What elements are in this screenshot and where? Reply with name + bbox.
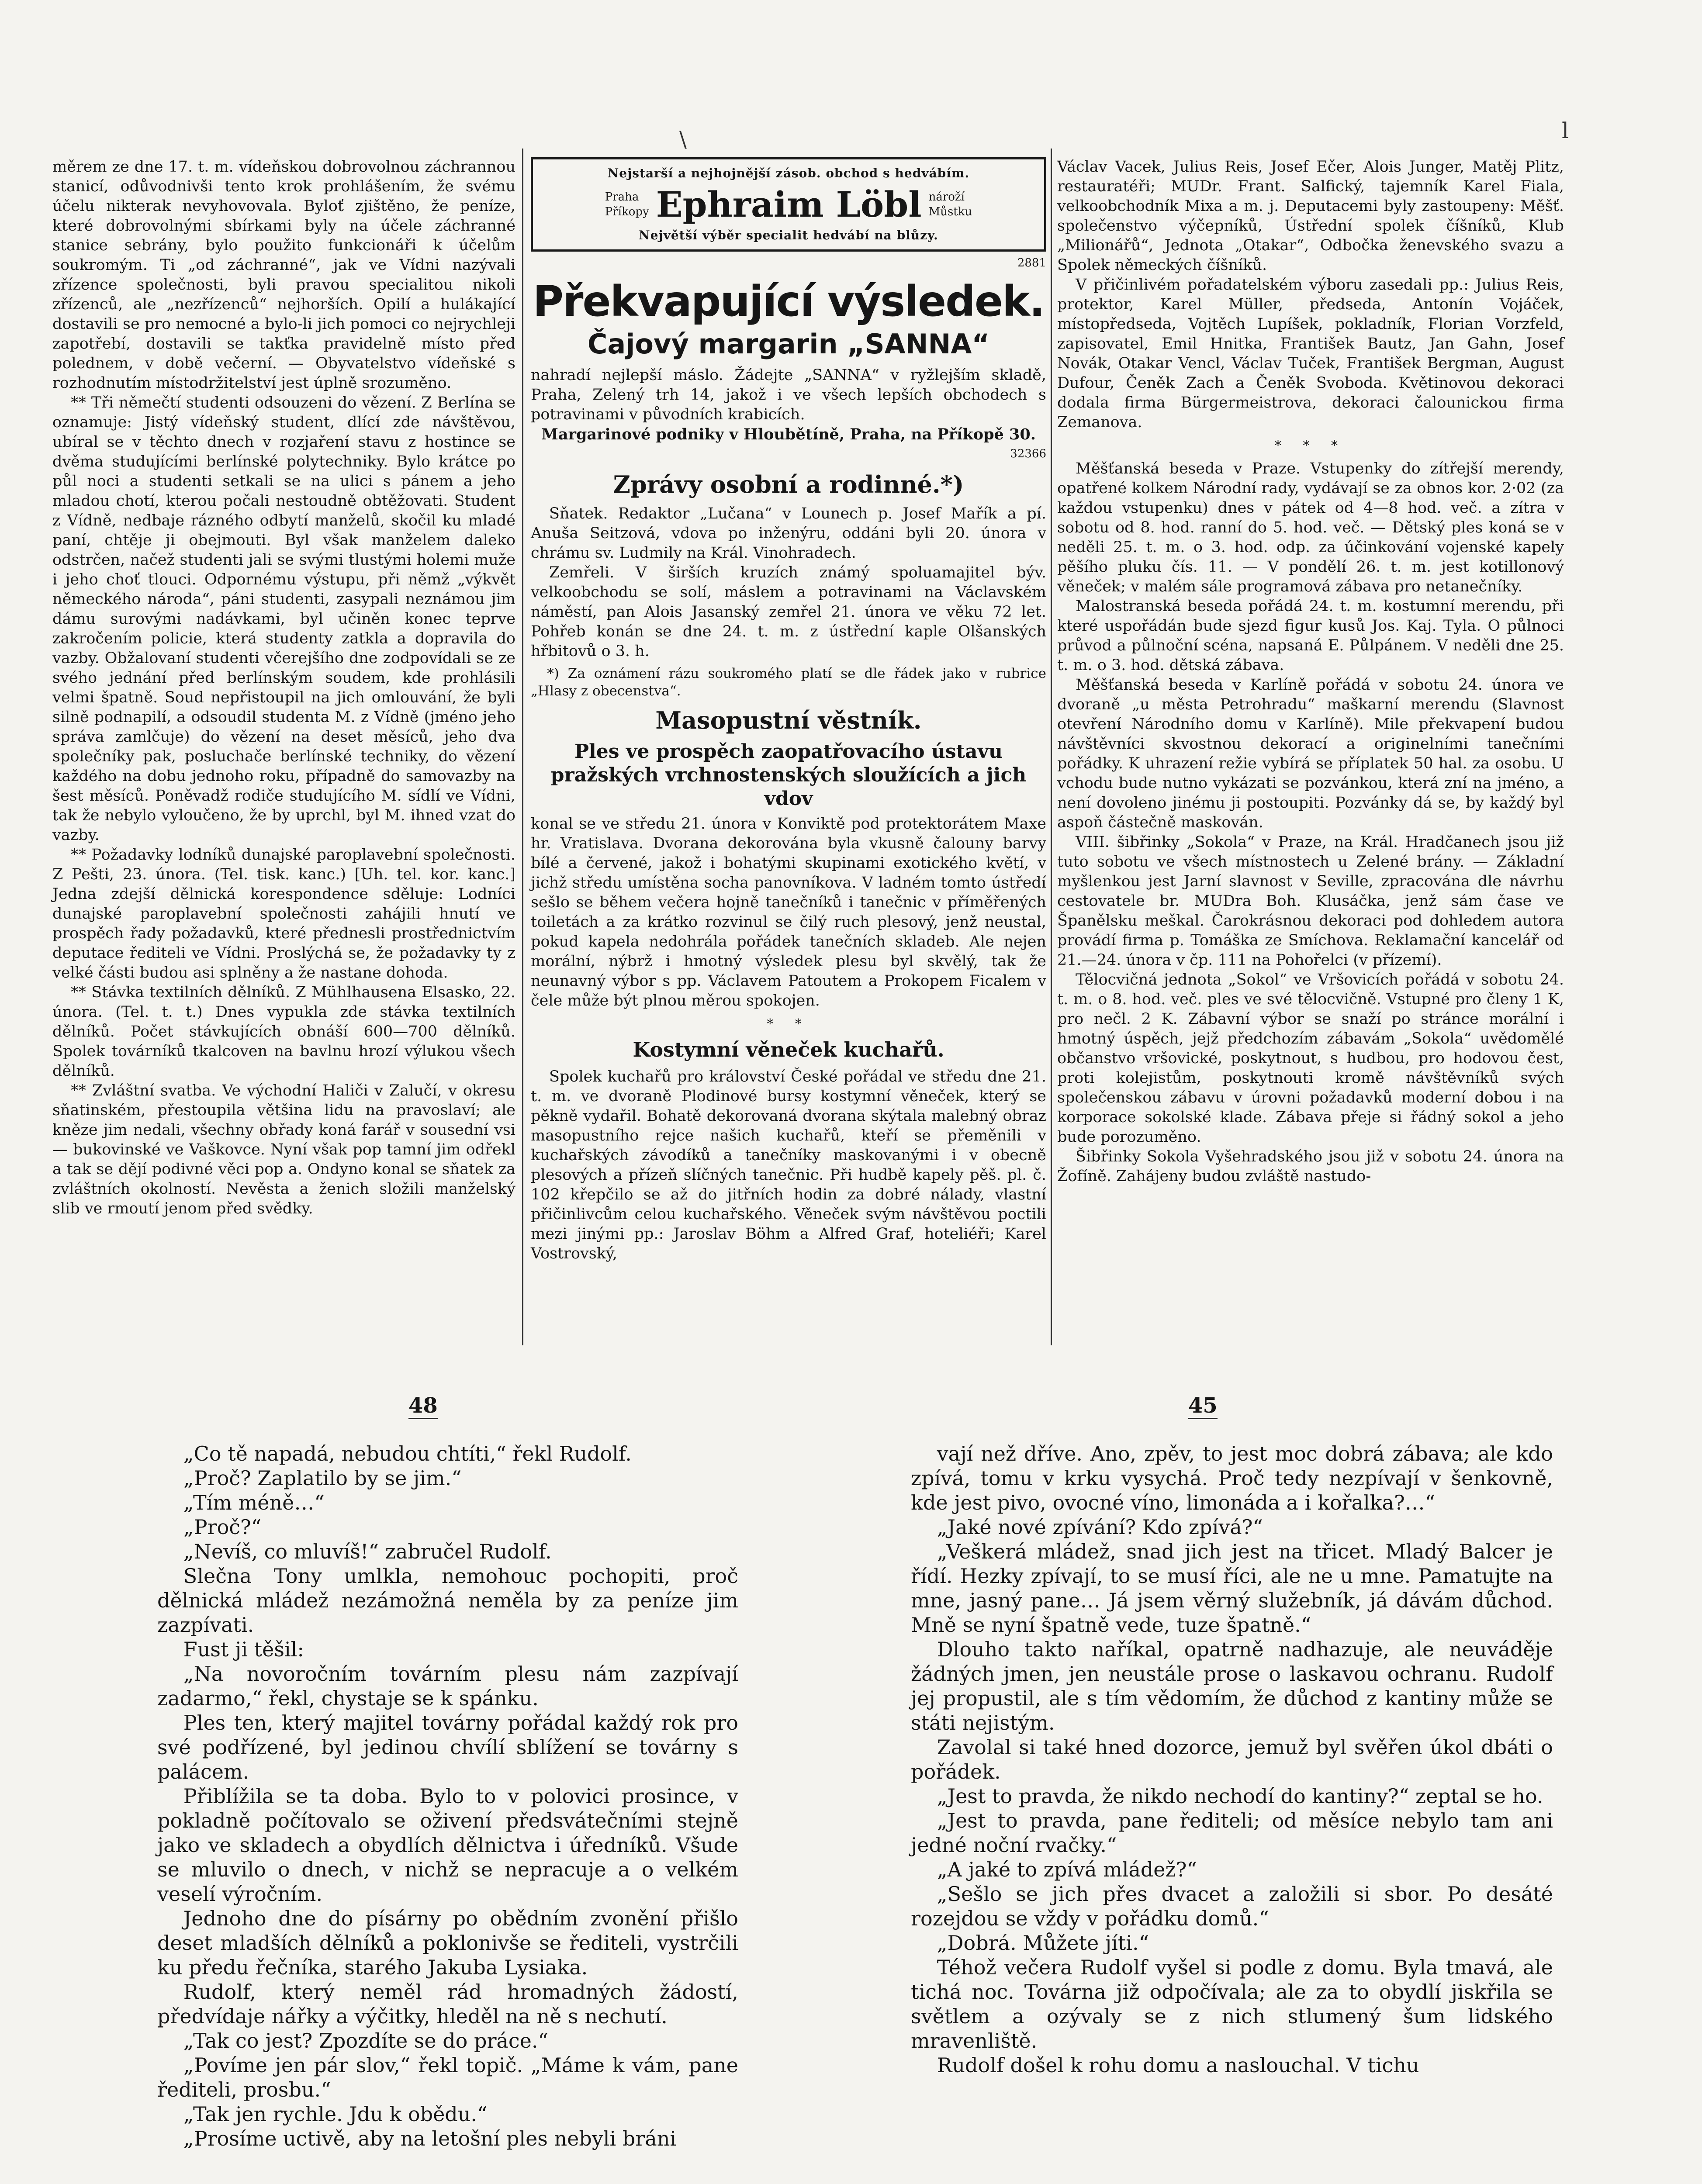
footnote: *) Za oznámení rázu soukromého platí se dle řádek jako v rubrice „Hlasy z obecenstva“. (531, 666, 1046, 699)
book-paragraph: Ples ten, který majitel továrny pořádal každý rok pro své podřízené, byl jedinou chvílí sblížení se továrny s palácem. (157, 1711, 738, 1783)
ad-text: nahradí nejlepší máslo. Žádejte „SANNA“ v ryžlejším skladě, Praha, Zelený trh 14, jakož i ve všech lepších obchodech s potravinami v původních krabicích. (531, 366, 1046, 423)
ad-factory: Margarinové podniky v Hloubětíně, Praha, na Příkopě 30. (541, 425, 1036, 443)
news-paragraph: ** Požadavky lodníků dunajské paroplavební společnosti. Z Pešti, 23. února. (Tel. tisk. kanc.) [Uh. tel. kor. kanc.] Jedna zdejší dělnická korespondence sděluje: Lodníci dunajské paroplavební společnosti zahájili hnutí ve prospěch řady požadavků, které přednesli prostřednictvím deputace řediteli ve Vídni. Proslýchá se, že požadavky ty z velké části budou asi splněny a že nastane dohoda. (52, 846, 515, 981)
book-page-right (911, 1441, 1553, 2077)
ad-corner: nároží (928, 190, 965, 204)
book-paragraph: „Nevíš, co mluvíš!“ zabručel Rudolf. (183, 1540, 552, 1563)
book-paragraph: „Jest to pravda, že nikdo nechodí do kantiny?“ zeptal se ho. (937, 1784, 1543, 1808)
section-title-personal: Zprávy osobní a rodinné.*) (613, 470, 964, 498)
news-paragraph: Šibřinky Sokola Vyšehradského jsou již v sobotu 24. února na Žofíně. Zahájeny budou zvláště nastudo- (1057, 1148, 1564, 1185)
section-title-carnival: Masopustní věstník. (655, 706, 922, 734)
book-paragraph: „Povíme jen pár slov,“ řekl topič. „Máme k vám, pane řediteli, prosbu.“ (157, 2053, 738, 2101)
news-paragraph: Spolek kuchařů pro království České pořádal ve středu dne 21. t. m. ve dvoraně Plodinové bursy kostymní věneček, který se pěkně vydařil. Bohatě dekorovaná dvorana skýtala malebný obraz masopustního rejce našich kuchařů, kteří se přeměnili v kuchařských závodíků a tanečníky maskovanými i v obecně plesových a přízeň slíčných tanečnic. Při hudbě kapely pěš. pl. č. 102 křepčilo se až do jitřních hodin za dobré nálady, vlastní přičinlivcům celou kuchařského. Věneček svým návštěvou poctili mezi jinými pp.: Jaroslav Böhm a Alfred Graf, hoteliéři; Karel Vostrovský, (531, 1068, 1046, 1262)
book-paragraph: Dlouho takto naříkal, opatrně nadhazuje, ale neuváděje žádných jmen, jen neustále prose o laskavou ochranu. Rudolf jej propustil, ale s tím vědomím, že důchod z kantiny může se státi nejistým. (911, 1638, 1553, 1735)
book-paragraph: Rudolf, který neměl rád hromadných žádostí, předvídaje nářky a výčitky, hleděl na ně s nechutí. (157, 1980, 738, 2028)
stray-mark: \ (679, 127, 687, 152)
book-paragraph: Fust ji těšil: (183, 1638, 304, 1661)
ad-street: Příkopy (605, 205, 649, 218)
news-paragraph: ** Zvláštní svatba. Ve východní Haliči v Zalučí, v okresu sňatinském, přestoupila většina lidu na pravoslaví; ale kněze jim nedali, všechny obřady koná farář v sousední vsi — bukovinské ve Vaškovce. Nyní však pop tamní jim odřekl a tak se dějí podivné věci pop a. Ondyno konal se sňatek za zvláštních okolností. Nevěsta a ženich složili manželský slib ve rmoutí jenom před svědky. (52, 1082, 515, 1217)
book-paragraph: „Sešlo se jich přes dvacet a založili si sbor. Po desáté rozejdou se vždy v pořádku domů.“ (911, 1882, 1553, 1930)
book-paragraph: „Jest to pravda, pane řediteli; od měsíce nebylo tam ani jedné noční rvačky.“ (911, 1809, 1553, 1857)
book-paragraph: „Veškerá mládež, snad jich jest na třicet. Mladý Balcer je řídí. Hezky zpívají, to se musí říci, ale ne u mne. Pamatujte na mne, jasný pane… Já jsem věrný služebník, já dávám důchod. Mně se nyní špatně vede, tuze špatně.“ (911, 1540, 1553, 1637)
news-paragraph: konal se ve středu 21. února v Konviktě pod protektorátem Maxe hr. Vratislava. Dvorana dekorována byla vkusně čalouny barvy bílé a červené, jakož i bohatými skupinami exotického květí, v jichž středu umístěna socha panovníkova. V ladném tomto ústředí sešlo se během večera hojně tanečníků i tanečnic v příměřených toiletách a za krátko rozvinul se čilý ruch plesový, jenž neustal, pokud kapela nedohrála pořádek tanečních skladeb. Ale nejen morální, nýbrž i hmotný výsledek plesu byl skvělý, tak že neunavný výbor s pp. Václavem Patoutem a Prokopem Ficalem v čele může být plnou měrou spokojen. (531, 815, 1046, 1009)
news-paragraph: Měšťanská beseda v Praze. Vstupenky do zítřejší merendy, opatřené kolkem Národní rady, vydávají se za obnos kor. 2·02 (za každou vstupenku) dnes v pátek od 4—8 hod. več. a zítra v sobotu od 8. hod. ranní do 5. hod. več. — Dětský ples koná se v neděli 25. t. m. o 3. hod. odp. za účinkování vojenské kapely pěšího pluku čís. 11. — V pondělí 26. t. m. jest kotillonový věneček; v malém sále programová zábava pro netanečníky. (1057, 460, 1564, 595)
separator-stars: * * (767, 1016, 810, 1032)
book-paragraph: „Tak jen rychle. Jdu k obědu.“ (183, 2102, 488, 2126)
ad-code: 2881 (1017, 256, 1046, 270)
ad-firm-name: Ephraim Löbl (656, 184, 922, 225)
page-number-right: 45 (1188, 1393, 1218, 1418)
book-paragraph: „Tím méně…“ (183, 1491, 325, 1514)
stray-mark: l (1562, 118, 1569, 143)
book-paragraph: „Na novoročním továrním plesu nám zazpívají zadarmo,“ řekl, chystaje se k spánku. (157, 1662, 738, 1710)
news-column-left (52, 157, 515, 1219)
separator-stars: * * * (1274, 438, 1347, 453)
page-number-left: 48 (408, 1393, 438, 1418)
ad-line: Největší výběr specialit hedvábí na blůzy. (639, 228, 938, 242)
ad-square: Můstku (928, 205, 972, 218)
ad-line: Nejstarší a nejhojnější zásob. obchod s hedvábím. (607, 166, 970, 180)
news-paragraph: Malostranská beseda pořádá 24. t. m. kostumní merendu, při které uspořádán bude sjezd figur kusů Jos. Kaj. Tyla. O půlnoci průvod a půlnoční scéna, napsaná E. Půlpánem. V neděli dne 25. t. m. o 3. hod. dětská zábava. (1057, 598, 1564, 674)
news-paragraph: ** Stávka textilních dělníků. Z Mühlhausena Elsasko, 22. února. (Tel. t. t.) Dnes vypukla zde stávka textilních dělníků. Počet stávkujících obnáší 600—700 dělníků. Spolek továrníků tkalcoven na bavlnu hrozí výlukou všech dělníků. (52, 984, 515, 1080)
book-paragraph: „A jaké to zpívá mládež?“ (937, 1858, 1197, 1881)
book-paragraph: Slečna Tony umlkla, nemohouc pochopiti, proč dělnická mládež nezámožná neměla by za peníze jim zazpívati. (157, 1564, 738, 1637)
news-paragraph: V přičinlivém pořadatelském výboru zasedali pp.: Julius Reis, protektor, Karel Müller, předseda, Antonín Vojáček, místopředseda, Vojtěch Lupíšek, pokladník, Florian Vorzfeld, zapisovatel, Emil Hnitka, František Bautz, Jan Gahn, Josef Novák, Otakar Vencl, Václav Tuček, František Bergman, August Dufour, Čeněk Zach a Čeněk Svoboda. Květinovou dekoraci dodala firma Bürgermeistrova, dekoraci čalounickou firma Zemanova. (1057, 276, 1564, 431)
column-divider (522, 149, 523, 1345)
section-title-cooks: Kostymní věneček kuchařů. (633, 1038, 944, 1061)
news-paragraph: ** Tři němečtí studenti odsouzeni do vězení. Z Berlína se oznamuje: Jistý vídeňský student, dlící zde návštěvou, ubíral se v těchto dnech v rozjaření stavu z hostince se dvěma studujícími berlínské polytechniky. Bylo krátce po půl noci a studenti setkali se na ulici s pánem a jeho mladou chotí, kterou počali nestoudně obtěžovati. Student z Vídně, nedbaje rázného odbytí manželů, skočil ku mladé paní, chtěje ji obejmouti. Byl však manželem daleko odstrčen, načež studenti jali se svými tlustými holemi muže i jeho choť tlouci. Odpornému výstupu, při němž „výkvět německého národa“, páni studenti, zasypali neznámou jim dámu surovými nadávkami, byl učiněn konec teprve zakročením policie, která studenty zatkla a dopravila do vazby. Obžalovaní studenti včerejšího dne zodpovídali se ze svého jednání před berlínským soudem, kde prohlásili velmi špatně. Soud nepřistoupil na jich omlouvání, že byli silně podnapilí, a odsoudil studenta M. z Vídně (jméno jeho správa zamlčuje) do vězení na deset měsíců, jeho dva společníky pak, posluchače berlínské techniky, do vězení každého na dobu jednoho roku, případně do samovazby na šest měsíců. Poněvadž rodiče studujícího M. sídlí ve Vídni, tak že nebylo vyloučeno, že by uprchl, byl M. ihned vzat do vazby. (52, 394, 515, 844)
book-paragraph: Přiblížila se ta doba. Bylo to v polovici prosince, v pokladně počítovalo se oživení předsvátečními stejně jako ve skladech a obydlích dělnictva i úředníků. Všude se mluvilo o dnech, v nichž se nepracuje a o velkém veselí výročním. (157, 1784, 738, 1906)
news-paragraph: Sňatek. Redaktor „Lučana“ v Lounech p. Josef Mařík a pí. Anuša Seitzová, vdova po inženýru, oddáni byli 20. února v chrámu sv. Ludmily na Král. Vinohradech. (531, 505, 1046, 562)
news-paragraph: Tělocvičná jednota „Sokol“ ve Vršovicích pořádá v sobotu 24. t. m. o 8. hod. več. ples ve své tělocvičně. Vstupné pro členy 1 K, pro nečl. 2 K. Zábavní výbor se snaží po stránce morální i hmotný úspěch, jejž předchozím zábavám „Sokola“ uvědomělé občanstvo vršovické, poskytnout, s hudbou, pro hodovou čest, proti kolejistům, poskytnouti kromě návštěvníků svých společenskou zábavu v úrovni požadavků moderní dobou i na korporace sokolské klade. Zábava přeje si řádný sokol a jeho bude porozuměno. (1057, 971, 1564, 1146)
book-paragraph: „Co tě napadá, nebudou chtíti,“ řekl Rudolf. (183, 1442, 632, 1465)
ad-code: 32366 (1010, 447, 1046, 460)
book-paragraph: Zavolal si také hned dozorce, jemuž byl svěřen úkol dbáti o pořádek. (911, 1735, 1553, 1783)
news-paragraph: Zemřeli. V širších kruzích známý spoluamajitel býv. velkoobchodu se solí, máslem a potravinami na Václavském náměstí, pan Alois Jasanský zemřel 21. února ve věku 72 let. Pohřeb konán se dne 24. t. m. z ústřední kaple Olšanských hřbitovů o 3. h. (531, 564, 1046, 660)
book-paragraph: „Tak co jest? Zpozdíte se do práce.“ (183, 2029, 548, 2053)
book-paragraph: „Prosíme uctivě, aby na letošní ples nebyli bráni (183, 2127, 677, 2150)
ad-headline: Překvapující výsledek. (533, 277, 1045, 326)
column-divider (1051, 149, 1052, 1345)
book-paragraph: „Dobrá. Můžete jíti.“ (937, 1931, 1149, 1955)
news-paragraph: Václav Vacek, Julius Reis, Josef Ečer, Alois Junger, Matěj Plitz, restauratéři; MUDr. Frant. Salfický, tajemník Karel Fiala, velkoobchodník Mixa a m. j. Deputacemi byly zastoupeny: Měšť. společenstvo výčepníků, Ústřední spolek číšníků, Klub „Milionářů“, Jednota „Otakar“, Odbočka ženevského svazu a Spolek německých číšníků. (1057, 158, 1564, 274)
news-column-right (1057, 157, 1564, 1186)
book-page-left (157, 1441, 738, 2151)
book-paragraph: Rudolf došel k rohu domu a naslouchal. V tichu (937, 2053, 1419, 2077)
news-paragraph: Měšťanská beseda v Karlíně pořádá v sobotu 24. února ve dvoraně „u města Petrohradu“ maškarní merendu (Slavnost otevření Národního domu v Karlíně). Mile překvapení budou návštěvníci skvostnou dekorací a originelními tanečními pořádky. K uhrazení režie vybírá se příplatek 50 hal. za osobu. U vchodu bude nutno vykázati se pozvánkou, která zní na jméno, a není dovoleno jinému ji postoupiti. Pozvánky dá se, by každý byl aspoň částečně maskován. (1057, 676, 1564, 831)
book-paragraph: „Jaké nové zpívání? Kdo zpívá?“ (937, 1515, 1263, 1539)
section-subtitle: Ples ve prospěch zaopatřovacího ústavu pražských vrchnostenských sloužících a jich vdov (550, 740, 1027, 810)
advertisement-silk (531, 157, 1046, 252)
ad-city: Praha (605, 190, 639, 204)
news-paragraph: VIII. šibřinky „Sokola“ v Praze, na Král. Hradčanech jsou již tuto sobotu ve všech místnostech u Zelené brány. — Základní myšlenkou jest Jarní slavnost v Seville, zpracována dle návrhu cestovatele br. MUDra Boh. Klusáčka, jenž sám čase ve Španělsku meškal. Čarokrásnou dekoraci pod dohledem autora provádí firma p. Tomáška ze Smíchova. Reklamační kancelář od 21.—24. února v čp. 111 na Pohořelci (v přízemí). (1057, 833, 1564, 969)
book-paragraph: vají než dříve. Ano, zpěv, to jest moc dobrá zábava; ale kdo zpívá, tomu v krku vysychá. Proč tedy nezpívají v šenkovně, kde jest pivo, ovocné víno, limonáda a i kořalka?…“ (911, 1442, 1553, 1514)
book-paragraph: „Proč?“ (183, 1515, 262, 1539)
news-paragraph: měrem ze dne 17. t. m. vídeňskou dobrovolnou záchrannou stanicí, odůvodnivši tento krok prohlášením, že svému účelu nikterak nevyhovovala. Byloť zjištěno, že peníze, které dobrovolnými sbírkami byly na účele záchranné stanice sebrány, bylo použito funkcionáři k účelům soukromým. Ti „od záchranné“, jak ve Vídni nazývali zřízence společnosti, byli pravou specialitou nikoli zřízenců, ale „nezřízenců“ nejhorších. Opilí a hulákající dostavili se pro nemocné a bylo-li jich pomoci co nejrychleji zapotřebí, dostavili se takťka pravidelně místo před polednem, v době večerní. — Obyvatelstvo vídeňské s rozhodnutím místodržitelství jest úplně srozuměno. (52, 158, 515, 392)
news-column-middle (531, 157, 1046, 1264)
book-paragraph: Téhož večera Rudolf vyšel si podle z domu. Byla tmavá, ale tichá noc. Továrna již odpočívala; ale za to obydlí jiskřila se světlem a ozývaly se z nich stlumený šum lidského mravenliště. (911, 1956, 1553, 2053)
book-paragraph: Jednoho dne do písárny po obědním zvonění přišlo deset mladších dělníků a poklonivše se řediteli, vystrčili ku předu řečníka, starého Jakuba Lysiaka. (157, 1907, 738, 1979)
ad-product: Čajový margarin „SANNA“ (587, 328, 990, 360)
book-paragraph: „Proč? Zaplatilo by se jim.“ (183, 1466, 462, 1490)
